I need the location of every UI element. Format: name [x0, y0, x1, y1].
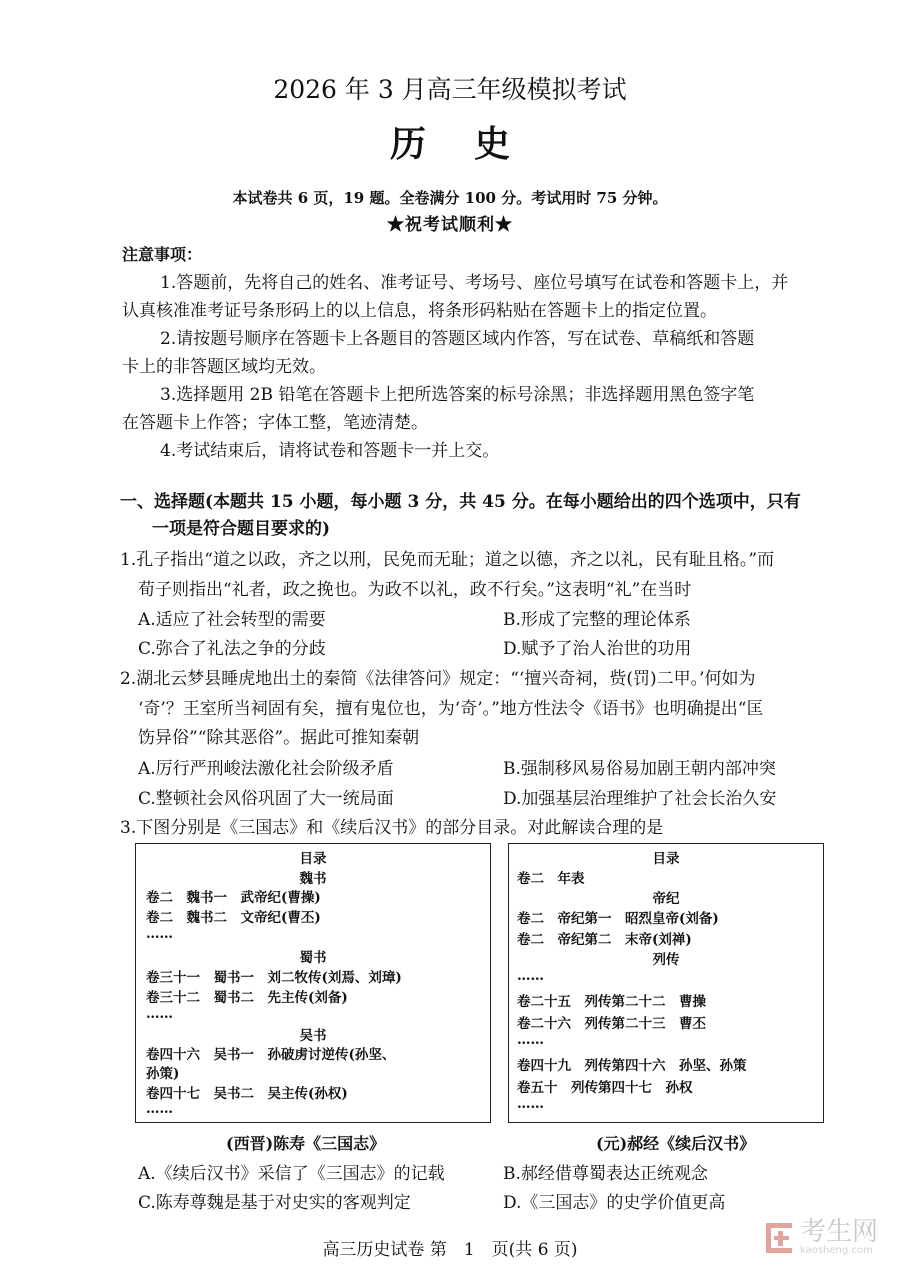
toc-ellipsis: ……: [146, 1006, 173, 1022]
toc-entry: 卷四十七 吴书二 吴主传(孙权): [146, 1086, 348, 1102]
exam-info: 本试卷共 6 页，19 题。全卷满分 100 分。考试用时 75 分钟。: [232, 189, 668, 207]
logo-mark-icon: [766, 1223, 794, 1253]
q2-stem-cont: 饬异俗”“除其恶俗”。据此可推知秦朝: [138, 728, 420, 748]
toc-entry: 卷二十五 列传第二十二 曹操: [517, 994, 706, 1010]
good-luck-banner: ★祝考试顺利★: [387, 215, 513, 235]
toc-group-liezhuan: 列传: [652, 952, 680, 968]
watermark-url: kaosheng.com: [799, 1245, 873, 1256]
q2-stem: 2.湖北云梦县睡虎地出土的秦简《法律答问》规定：“‘擅兴奇祠，赀(罚)二甲。’何如为: [120, 669, 756, 689]
toc-entry: 卷二 魏书一 武帝纪(曹操): [146, 890, 321, 906]
q3-option-c[interactable]: C.陈寿尊魏是基于对史实的客观判定: [138, 1193, 411, 1213]
notice-line: 认真核准准考证号条形码上的以上信息，将条形码粘贴在答题卡上的指定位置。: [122, 301, 717, 321]
q3-option-b[interactable]: B.郝经借尊蜀表达正统观念: [503, 1164, 708, 1184]
page-footer: 高三历史试卷 第 1 页(共 6 页): [322, 1240, 578, 1260]
toc-box-xuhouhanshu: [508, 843, 824, 1123]
notice-line: 在答题卡上作答；字体工整，笔迹清楚。: [122, 413, 428, 433]
q3-option-a[interactable]: A.《续后汉书》采信了《三国志》的记载: [138, 1164, 445, 1184]
caption-right: (元)郝经《续后汉书》: [596, 1134, 756, 1153]
toc-group-wu: 吴书: [299, 1028, 327, 1044]
notice-line: 2.请按题号顺序在答题卡上各题目的答题区域内作答，写在试卷、草稿纸和答题: [160, 329, 755, 349]
notice-line: 4.考试结束后，请将试卷和答题卡一并上交。: [160, 441, 500, 461]
toc-entry: 卷二十六 列传第二十三 曹丕: [517, 1016, 706, 1032]
toc-ellipsis: ……: [517, 968, 544, 984]
section-heading: 一、选择题(本题共 15 小题，每小题 3 分，共 45 分。在每小题给出的四个选项中，只有: [120, 492, 801, 512]
section-heading-cont: 一项是符合题目要求的): [152, 519, 331, 539]
subject-title: 历史: [389, 123, 558, 165]
q1-stem-cont: 荀子则指出“礼者，政之挽也。为政不以礼，政不行矣。”这表明“礼”在当时: [138, 580, 692, 600]
toc-entry: 卷五十 列传第四十七 孙权: [517, 1080, 693, 1096]
caption-left: (西晋)陈寿《三国志》: [226, 1134, 386, 1153]
toc-entry: 卷二 帝纪第一 昭烈皇帝(刘备): [517, 911, 719, 927]
watermark-logo: [766, 1219, 878, 1256]
q2-stem-cont: ‘奇’？王室所当祠固有矣，擅有鬼位也，为‘奇’。”地方性法令《语书》也明确提出“匡: [138, 699, 764, 719]
q1-option-a[interactable]: A.适应了社会转型的需要: [138, 610, 326, 630]
q2-option-c[interactable]: C.整顿社会风俗巩固了大一统局面: [138, 789, 394, 809]
q1-stem: 1.孔子指出“道之以政，齐之以刑，民免而无耻；道之以德，齐之以礼，民有耻且格。”而: [120, 550, 775, 570]
toc-heading: 目录: [652, 851, 680, 867]
toc-entry: 卷二 年表: [517, 871, 585, 887]
q2-option-d[interactable]: D.加强基层治理维护了社会长治久安: [503, 789, 777, 809]
toc-box-sanguozhi: [135, 843, 491, 1123]
toc-entry: 卷二 帝纪第二 末帝(刘禅): [517, 932, 692, 948]
exam-title: 2026 年 3 月高三年级模拟考试: [273, 75, 627, 104]
q3-stem: 3.下图分别是《三国志》和《续后汉书》的部分目录。对此解读合理的是: [120, 818, 664, 838]
toc-ellipsis: ……: [146, 1101, 173, 1117]
toc-entry: 卷三十二 蜀书二 先主传(刘备): [146, 990, 348, 1006]
notice-line: 1.答题前，先将自己的姓名、准考证号、考场号、座位号填写在试卷和答题卡上，并: [160, 273, 789, 293]
notice-title: 注意事项：: [122, 245, 203, 264]
toc-ellipsis: ……: [517, 1096, 544, 1112]
toc-ellipsis: ……: [146, 926, 173, 942]
toc-entry: 卷四十六 吴书一 孙破虏讨逆传(孙坚、: [146, 1047, 396, 1063]
toc-group-diji: 帝纪: [652, 891, 680, 907]
toc-ellipsis: ……: [517, 1032, 544, 1048]
toc-entry: 卷二 魏书二 文帝纪(曹丕): [146, 910, 321, 926]
toc-group-shu: 蜀书: [299, 950, 327, 966]
q2-option-b[interactable]: B.强制移风易俗易加剧王朝内部冲突: [503, 759, 776, 779]
toc-entry: 卷三十一 蜀书一 刘二牧传(刘焉、刘璋): [146, 970, 402, 986]
q3-option-d[interactable]: D.《三国志》的史学价值更高: [503, 1193, 726, 1213]
q1-option-b[interactable]: B.形成了完整的理论体系: [503, 610, 691, 630]
toc-group-wei: 魏书: [299, 871, 327, 887]
q2-option-a[interactable]: A.厉行严刑峻法激化社会阶级矛盾: [138, 759, 394, 779]
watermark-text: 考生网: [799, 1217, 878, 1247]
q1-option-d[interactable]: D.赋予了治人治世的功用: [503, 639, 692, 659]
q1-option-c[interactable]: C.弥合了礼法之争的分歧: [138, 639, 326, 659]
toc-entry: 卷四十九 列传第四十六 孙坚、孙策: [517, 1058, 747, 1074]
notice-line: 卡上的非答题区域均无效。: [122, 357, 326, 377]
toc-entry-cont: 孙策): [146, 1066, 180, 1082]
notice-line: 3.选择题用 2B 铅笔在答题卡上把所选答案的标号涂黑；非选择题用黑色签字笔: [160, 385, 755, 405]
toc-heading: 目录: [299, 851, 327, 867]
